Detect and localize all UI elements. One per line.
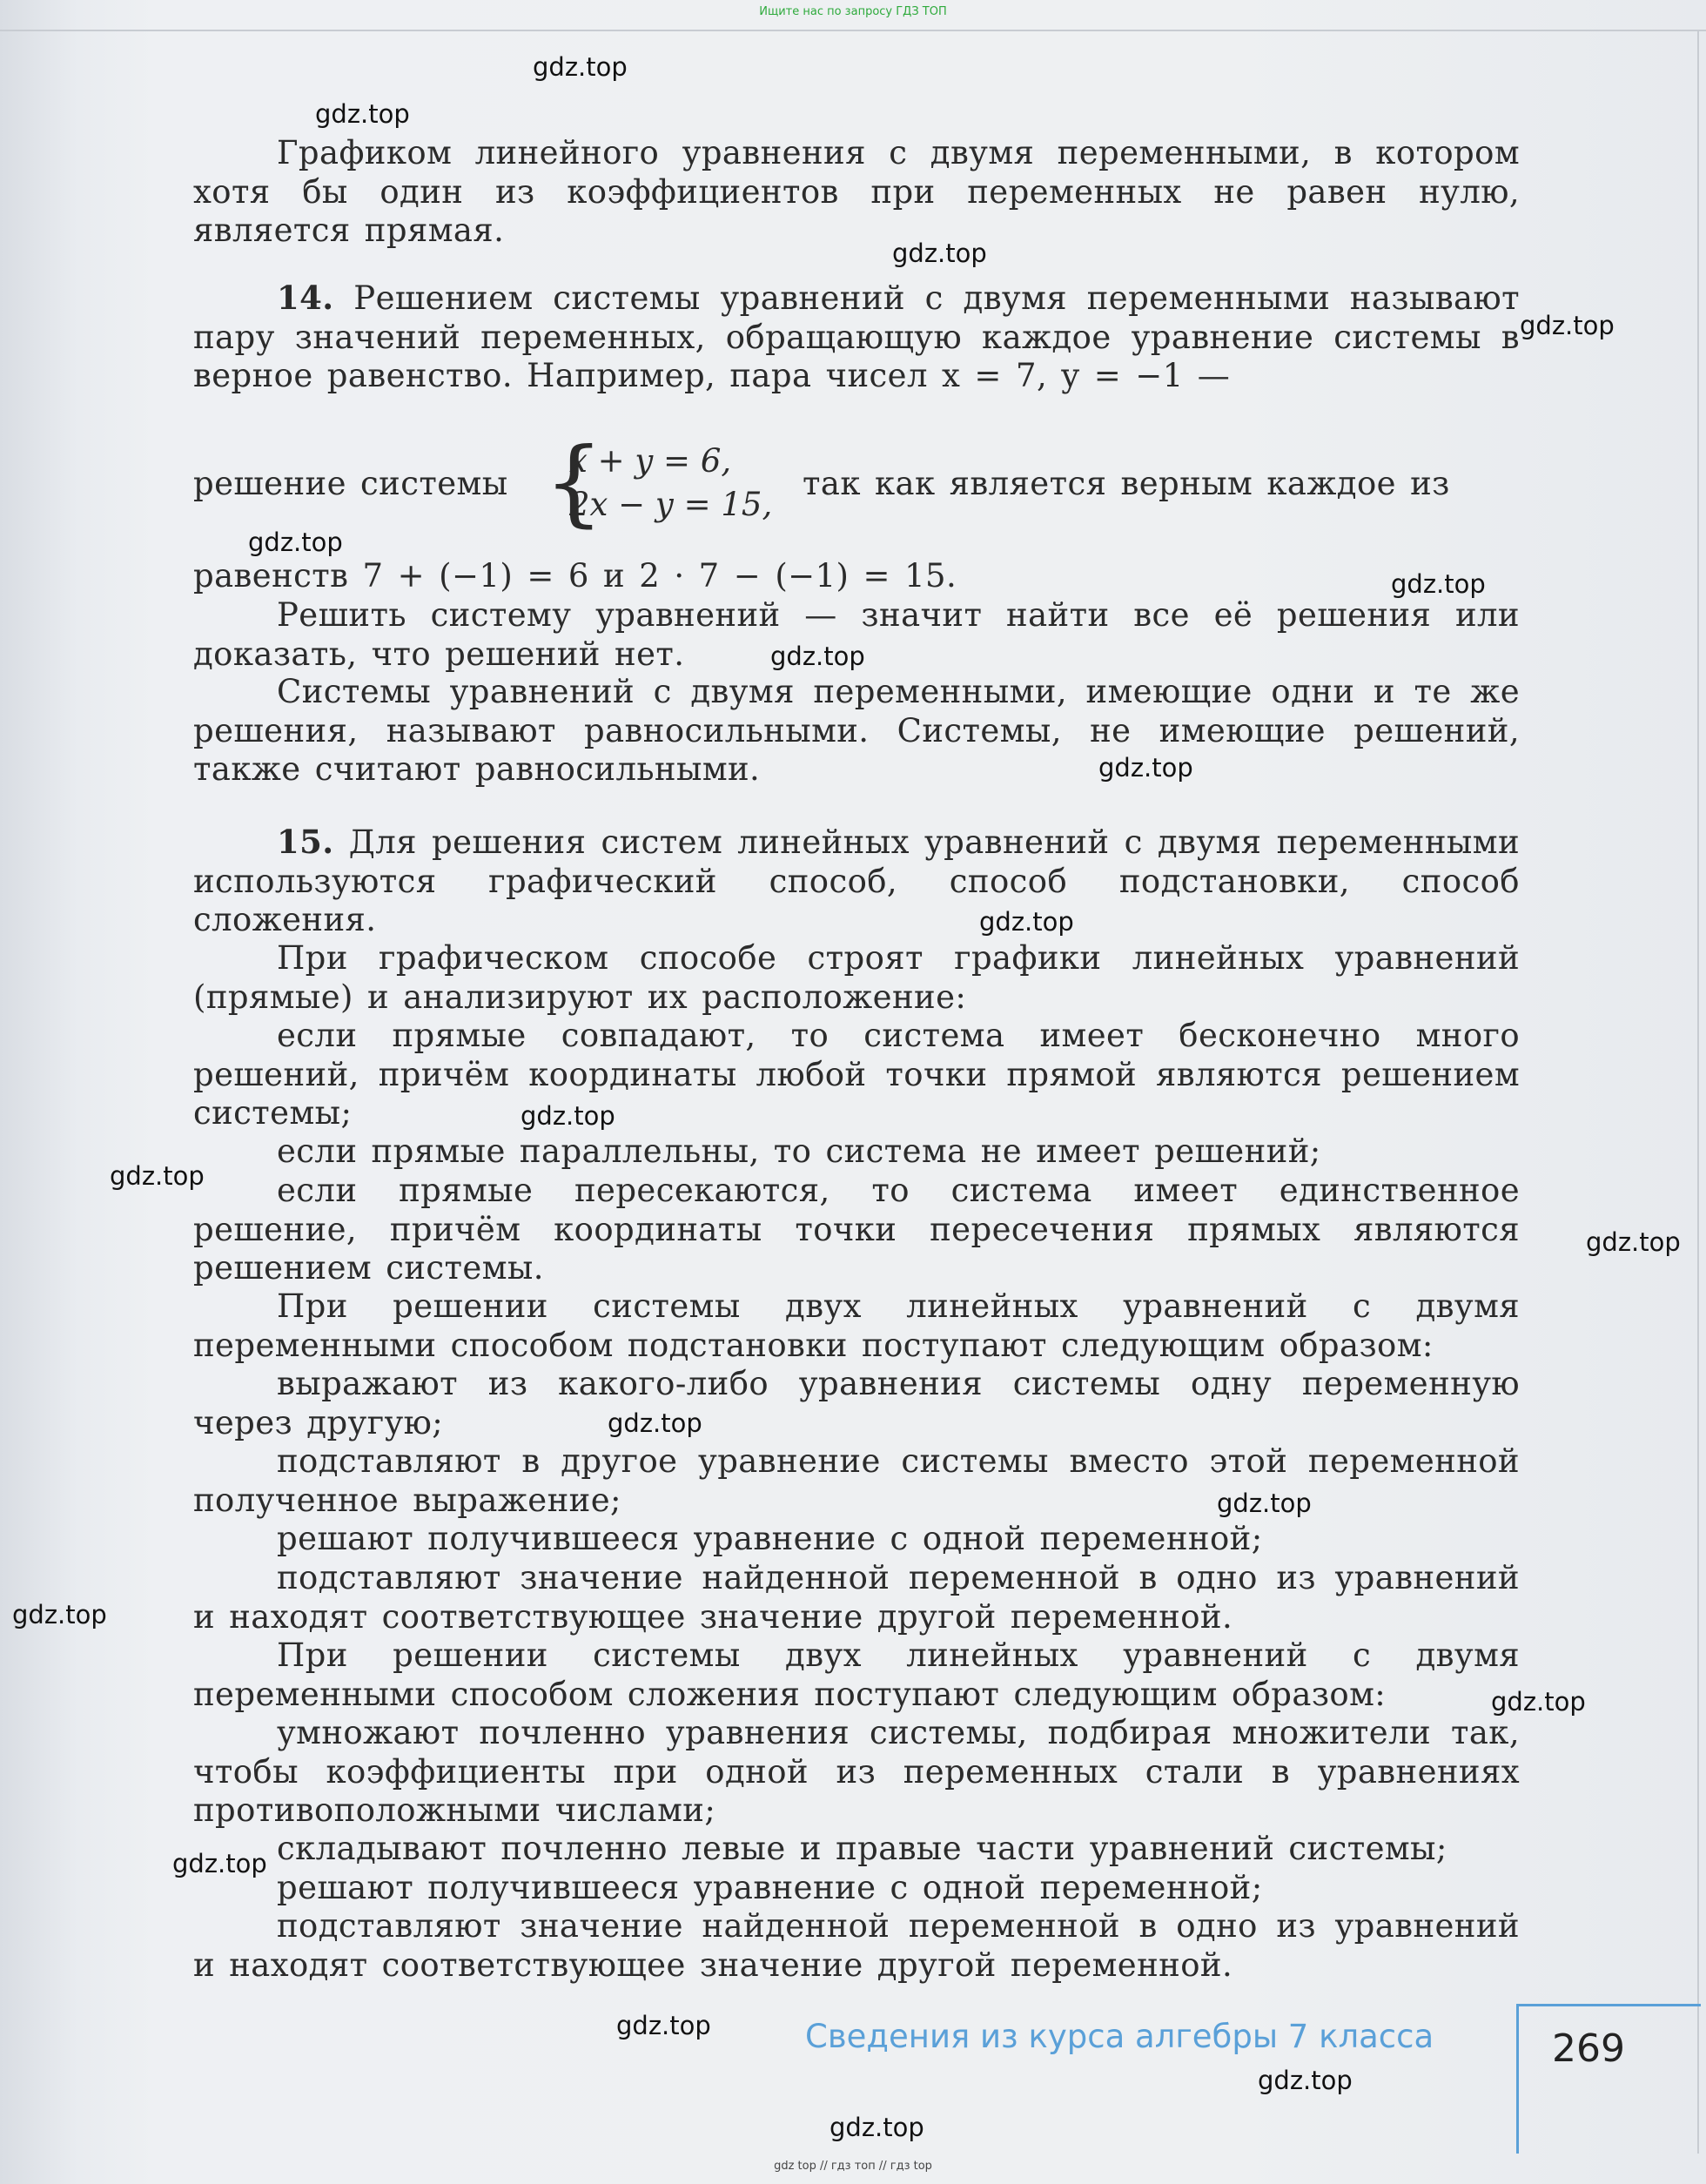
page-number: 269 <box>1552 2026 1625 2071</box>
addition-step-1: умножают почленно уравнения системы, подбирая множители так, чтобы коэффициенты при одной из переменных стали в уравнениях противоположными числами; <box>193 1714 1520 1829</box>
system-equation-2: 2x − y = 15, <box>569 486 773 523</box>
watermark: gdz.top <box>1391 569 1486 599</box>
footer-rule-horizontal <box>1516 2004 1701 2006</box>
watermark: gdz.top <box>12 1600 107 1630</box>
bottom-banner: gdz top // гдз топ // гдз top <box>774 2160 932 2173</box>
paragraph-equivalent-systems: Системы уравнений с двумя переменными, имеющие одни и те же решения, называют равносильными. Системы, не имеющие решений, также считают равносильными. <box>193 673 1520 788</box>
page-frame-right <box>1697 30 1699 2154</box>
paragraph-solve-definition: Решить систему уравнений — значит найти все её решения или доказать, что решений нет. <box>193 596 1520 673</box>
addition-step-2: складывают почленно левые и правые части уравнений системы; <box>277 1830 1447 1867</box>
footer-rule-vertical <box>1516 2004 1519 2154</box>
footer-section-title: Сведения из курса алгебры 7 класса <box>805 2018 1434 2055</box>
addition-step-3: решают получившееся уравнение с одной переменной; <box>277 1869 1263 1906</box>
watermark: gdz.top <box>248 528 343 557</box>
watermark: gdz.top <box>315 99 410 129</box>
item-number-15: 15. <box>277 823 334 861</box>
page-frame-top <box>0 30 1706 31</box>
watermark: gdz.top <box>521 1101 615 1131</box>
system-label: решение системы <box>193 465 508 502</box>
graph-case-intersect: если прямые пересекаются, то система имеет единственное решение, причём координаты точки пересечения прямых являются решением системы. <box>193 1172 1520 1287</box>
watermark: gdz.top <box>1520 311 1615 340</box>
paragraph-14 <box>193 279 1520 396</box>
graph-case-coincide: если прямые совпадают, то система имеет бесконечно много решений, причём координаты любой точки прямой являются решением системы; <box>193 1017 1520 1132</box>
watermark: gdz.top <box>1491 1687 1586 1717</box>
substitution-step-2: подставляют в другое уравнение системы вместо этой переменной полученное выражение; <box>193 1442 1520 1519</box>
watermark: gdz.top <box>1098 753 1193 783</box>
watermark: gdz.top <box>892 239 987 268</box>
paragraph-14-end: равенств 7 + (−1) = 6 и 2 · 7 − (−1) = 15. <box>193 557 957 595</box>
watermark: gdz.top <box>1586 1227 1681 1257</box>
graph-case-parallel: если прямые параллельны, то система не имеет решений; <box>277 1132 1321 1170</box>
paragraph-substitution-method: При решении системы двух линейных уравнений с двумя переменными способом подстановки поступают следующим образом: <box>193 1287 1520 1364</box>
substitution-step-3: решают получившееся уравнение с одной переменной; <box>277 1520 1263 1557</box>
system-example <box>193 428 1525 540</box>
substitution-step-4: подставляют значение найденной переменной в одно из уравнений и находят соответствующее значение другой переменной. <box>193 1559 1520 1636</box>
watermark: gdz.top <box>533 52 628 82</box>
substitution-step-1: выражают из какого-либо уравнения системы одну переменную через другую; <box>193 1365 1520 1441</box>
addition-step-4: подставляют значение найденной переменной в одно из уравнений и находят соответствующее значение другой переменной. <box>193 1907 1520 1984</box>
paragraph-graphical-method: При графическом способе строят графики линейных уравнений (прямые) и анализируют их расположение: <box>193 939 1520 1016</box>
watermark: gdz.top <box>110 1161 205 1191</box>
system-brace: { <box>544 428 604 537</box>
watermark: gdz.top <box>770 642 865 671</box>
system-tail-text: так как является верным каждое из <box>803 465 1450 502</box>
paragraph-14-text: Решением системы уравнений с двумя переменными называют пару значений переменных, обращающую каждое уравнение системы в верное равенство. Например, пара чисел x = 7, y = −1 — <box>193 279 1520 394</box>
watermark: gdz.top <box>829 2113 924 2142</box>
watermark: gdz.top <box>172 1849 267 1878</box>
watermark: gdz.top <box>608 1408 702 1438</box>
paragraph-15 <box>193 823 1520 940</box>
paragraph-graph-definition: Графиком линейного уравнения с двумя переменными, в котором хотя бы один из коэффициентов при переменных не равен нулю, является прямая. <box>193 134 1520 249</box>
system-equation-1: x + y = 6, <box>569 442 732 480</box>
watermark: gdz.top <box>1217 1488 1312 1518</box>
paragraph-addition-method: При решении системы двух линейных уравнений с двумя переменными способом сложения поступают следующим образом: <box>193 1636 1520 1713</box>
paragraph-15-text: Для решения систем линейных уравнений с двумя переменными используются графический способ, способ подстановки, способ сложения. <box>193 823 1520 938</box>
item-number-14: 14. <box>277 279 334 317</box>
watermark: gdz.top <box>1258 2066 1353 2095</box>
top-banner: Ищите нас по запросу ГДЗ ТОП <box>759 5 947 18</box>
watermark: gdz.top <box>979 907 1074 937</box>
watermark: gdz.top <box>616 2011 711 2040</box>
